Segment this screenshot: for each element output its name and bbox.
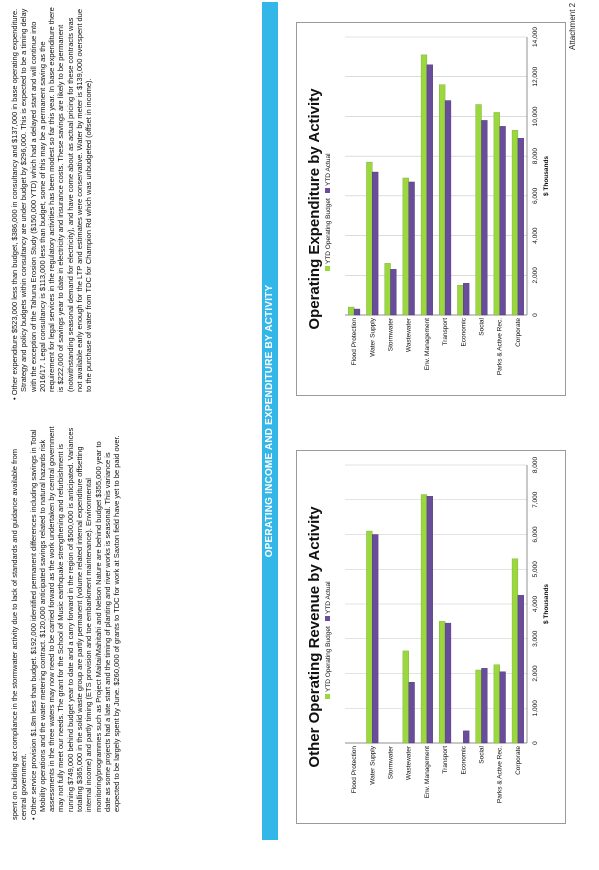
x-tick-label: 10,000 <box>532 106 539 127</box>
chart-title: Other Operating Revenue by Activity <box>306 506 323 768</box>
bar-actual <box>463 283 469 315</box>
body-text <box>10 5 180 820</box>
category-label: Corporate <box>514 746 522 775</box>
category-label: Corporate <box>514 318 522 347</box>
category-label: Flood Protection <box>351 318 359 366</box>
x-tick-label: 6,000 <box>532 526 539 543</box>
paragraph: • Other expenditure $523,000 less than budget, $386,000 in consultancy and $137,000 in base operating expenditure. Strategy and policy budgets within consultancy are under budget by $296,000. This is expected to be a timing delay with the exception of the Tahuna Erosion Study ($150,000 YTD) which had a delayed start and will continue into 2016/17. Legal consultancy is $113,000 less than budget, some of this may be a permanent saving as the requirement for legal services in the regulatory activities has been modest so far this year. In base expenditure there is $222,000 of savings year to date in electricity and insurance costs. These savings are likely to be permanent (notwithstanding seasonal demand for electricity), and have come about as actual pricing for these contracts was not available early enough for the LTP and estimates were conservative. Water by meter is $139,000 overspent due to the purchase of water from TDC for Champion Rd which was unbudgeted (offset in income). <box>10 7 94 400</box>
bar-budget <box>476 670 482 743</box>
category-label: Env. Management <box>423 746 431 799</box>
category-label: Transport <box>442 746 450 774</box>
x-tick-label: 8,000 <box>532 148 539 165</box>
legend-swatch-budget <box>325 266 330 271</box>
bar-budget <box>421 55 427 315</box>
bar-actual <box>409 182 415 315</box>
revenue-chart-svg <box>297 451 565 823</box>
legend-label: YTD Actual <box>325 581 332 614</box>
bar-budget <box>512 130 518 315</box>
expenditure-chart <box>296 22 566 396</box>
legend-label: YTD Operating Budget <box>325 626 332 692</box>
category-label: Parks & Active Rec. <box>496 746 504 804</box>
bar-budget <box>403 178 409 315</box>
bar-actual <box>372 172 378 315</box>
category-label: Economic <box>460 318 468 347</box>
attachment-label: Attachment 2 <box>568 2 577 50</box>
expenditure-chart-svg <box>297 23 565 395</box>
bar-budget <box>403 651 409 743</box>
bar-budget <box>494 665 500 743</box>
bar-budget <box>476 105 482 315</box>
x-tick-label: 4,000 <box>532 595 539 613</box>
x-tick-label: 2,000 <box>532 665 539 682</box>
category-label: Transport <box>442 318 450 346</box>
bar-actual <box>463 731 469 743</box>
bar-actual <box>500 126 506 315</box>
paragraph: spent on building act compliance in the stormwater activity due to lack of standards and guidance available from central government. <box>10 448 29 820</box>
bar-actual <box>427 496 433 743</box>
x-tick-label: 6,000 <box>532 187 539 204</box>
bar-actual <box>482 120 488 315</box>
bar-budget <box>348 307 354 315</box>
category-label: Economic <box>460 746 468 775</box>
bar-budget <box>421 495 427 743</box>
x-tick-label: 14,000 <box>532 27 539 47</box>
x-tick-label: 0 <box>532 741 539 745</box>
x-tick-label: 8,000 <box>532 456 539 474</box>
legend-label: YTD Actual <box>325 153 332 186</box>
text-column-right <box>10 6 180 400</box>
bar-budget <box>439 85 445 315</box>
category-label: Social <box>478 746 486 764</box>
text-column-left <box>10 426 180 820</box>
legend-swatch-budget <box>325 694 330 699</box>
x-tick-label: 7,000 <box>532 491 539 508</box>
legend-swatch-actual <box>325 616 330 621</box>
bar-actual <box>445 101 451 315</box>
bar-budget <box>439 621 445 743</box>
category-label: Flood Protection <box>351 746 359 794</box>
section-banner: OPERATING INCOME AND EXPENDITURE BY ACTIVITY <box>262 2 278 840</box>
bar-actual <box>391 269 397 315</box>
bar-actual <box>445 623 451 743</box>
category-label: Wastewater <box>405 746 413 781</box>
x-tick-label: 5,000 <box>532 561 539 578</box>
revenue-chart <box>296 450 566 824</box>
bar-actual <box>372 535 378 744</box>
x-tick-label: 4,000 <box>532 227 539 244</box>
category-label: Parks & Active Rec. <box>496 318 504 376</box>
bar-budget <box>385 263 391 315</box>
bar-actual <box>518 138 524 315</box>
bar-actual <box>427 65 433 315</box>
category-label: Env. Management <box>423 318 431 371</box>
chart-title: Operating Expenditure by Activity <box>306 88 323 330</box>
x-tick-label: 12,000 <box>532 66 539 87</box>
legend-swatch-actual <box>325 188 330 193</box>
bar-actual <box>482 668 488 743</box>
bar-actual <box>409 682 415 743</box>
category-label: Stormwater <box>387 746 395 780</box>
category-label: Wastewater <box>405 318 413 353</box>
x-axis-title: $ Thousands <box>543 583 550 625</box>
bar-actual <box>500 672 506 743</box>
bar-actual <box>518 595 524 743</box>
bar-budget <box>366 531 372 743</box>
x-tick-label: 1,000 <box>532 700 539 717</box>
category-label: Social <box>478 318 486 336</box>
bar-budget <box>457 285 463 315</box>
bar-budget <box>494 112 500 315</box>
category-label: Water Supply <box>369 318 377 357</box>
category-label: Stormwater <box>387 318 395 352</box>
bar-budget <box>366 162 372 315</box>
x-tick-label: 0 <box>532 313 539 317</box>
legend-label: YTD Operating Budget <box>325 198 332 264</box>
x-tick-label: 3,000 <box>532 630 539 647</box>
category-label: Water Supply <box>369 746 377 785</box>
x-tick-label: 2,000 <box>532 267 539 284</box>
bar-actual <box>354 309 360 315</box>
paragraph: • Other service provision $1.8m less than budget. $192,000 identified permanent differences including savings in Total Mobility operations and the water metering contract. $120,000 anticipated savings related to natural hazards risk assessments in the three waters may now need to be carried forward as the work undertaken by central government may not fully meet our needs. The grant for the School of Music earthquake strengthening and refurbishment is running $749,000 behind budget year to date and a carry forward in the region of $500,000 is anticipated. Variances totalling $365,000 in the solid waste group are partly permanent (volume related internal expenditure offsetting internal income) and partly timing (ETS provision and toe embankment maintenance). Environmental monitoring/programmes such as Project Maitai/Mahitahi and Nelson Nature are behind budget $355,000 year to date as some projects had a late start and the timing of planting and river works is seasonal. This variance is expected to be largely spent by June. $260,000 of grants to TDC for work at Saxton field have yet to be paid over. <box>28 426 122 820</box>
bar-budget <box>512 559 518 743</box>
x-axis-title: $ Thousands <box>543 155 550 197</box>
